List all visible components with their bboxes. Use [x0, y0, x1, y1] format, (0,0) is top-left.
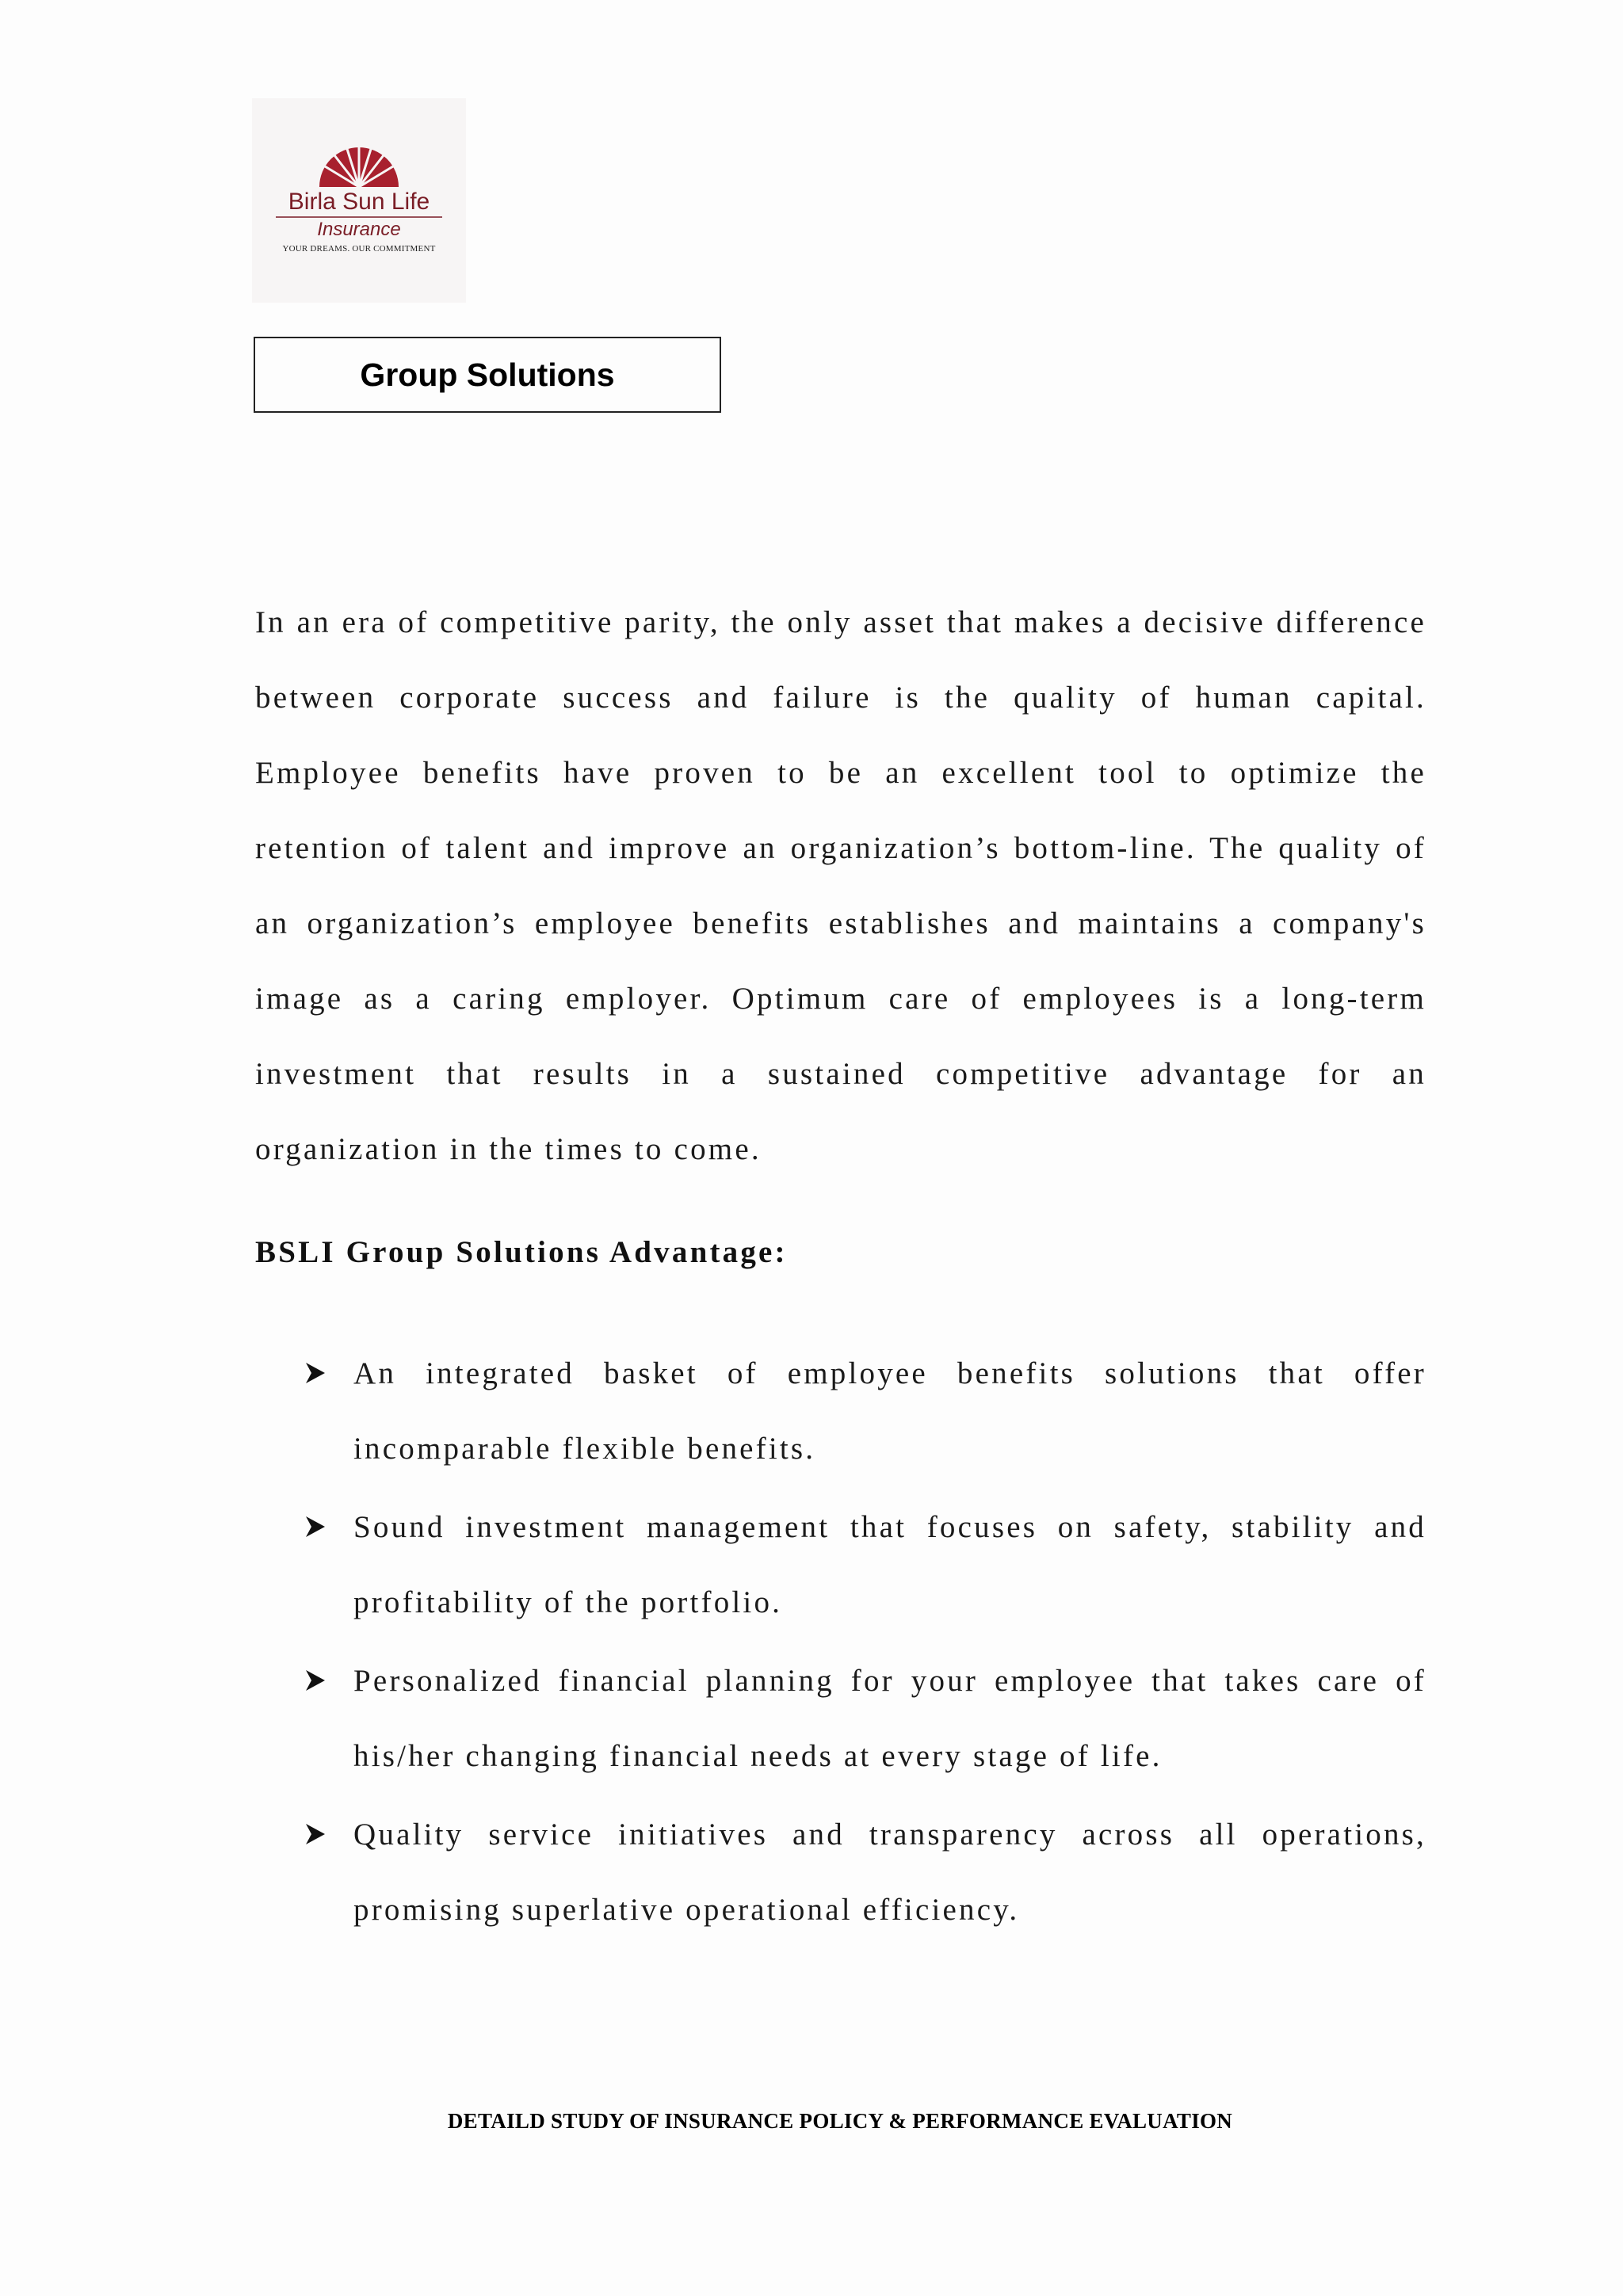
logo-brand-name: Birla Sun Life [288, 189, 430, 215]
list-item-text: Personalized financial planning for your employee that takes care of his/her changing financial needs at every stage of life. [353, 1664, 1426, 1773]
logo-tagline: YOUR DREAMS. OUR COMMITMENT [282, 244, 436, 254]
page-title-box [254, 337, 721, 413]
list-item [255, 1797, 1426, 1947]
arrow-bullet-icon [304, 1669, 327, 1692]
arrow-bullet-icon [304, 1361, 327, 1385]
logo-brand-sub: Insurance [317, 219, 401, 240]
page-footer: DETAILD STUDY OF INSURANCE POLICY & PERFORMANCE EVALUATION [447, 2109, 1233, 2133]
list-item-text: An integrated basket of employee benefits solutions that offer incomparable flexible benefits. [353, 1356, 1426, 1466]
arrow-bullet-icon [304, 1515, 327, 1539]
advantage-list [255, 1336, 1426, 1951]
advantage-heading: BSLI Group Solutions Advantage: [255, 1235, 788, 1269]
page-title: Group Solutions [360, 356, 615, 393]
list-item-text: Sound investment management that focuses on safety, stability and profitability of the portfolio. [353, 1510, 1426, 1619]
list-item [255, 1336, 1426, 1486]
intro-paragraph: In an era of competitive parity, the only asset that makes a decisive difference between corporate success and failure is the quality of human capital. Employee benefits have proven to be an excellent tool to optimize the retention of talent and improve an organization’s bottom-line. The quality of an organization’s employee benefits establishes and maintains a company's image as a caring employer. Optimum care of employees is a long-term investment that results in a sustained competitive advantage for an organization in the times to come. [255, 605, 1426, 1166]
arrow-bullet-icon [304, 1822, 327, 1846]
company-logo [252, 98, 466, 303]
list-item [255, 1643, 1426, 1794]
list-item-text: Quality service initiatives and transparency across all operations, promising superlative operational efficiency. [353, 1817, 1426, 1927]
list-item [255, 1489, 1426, 1640]
